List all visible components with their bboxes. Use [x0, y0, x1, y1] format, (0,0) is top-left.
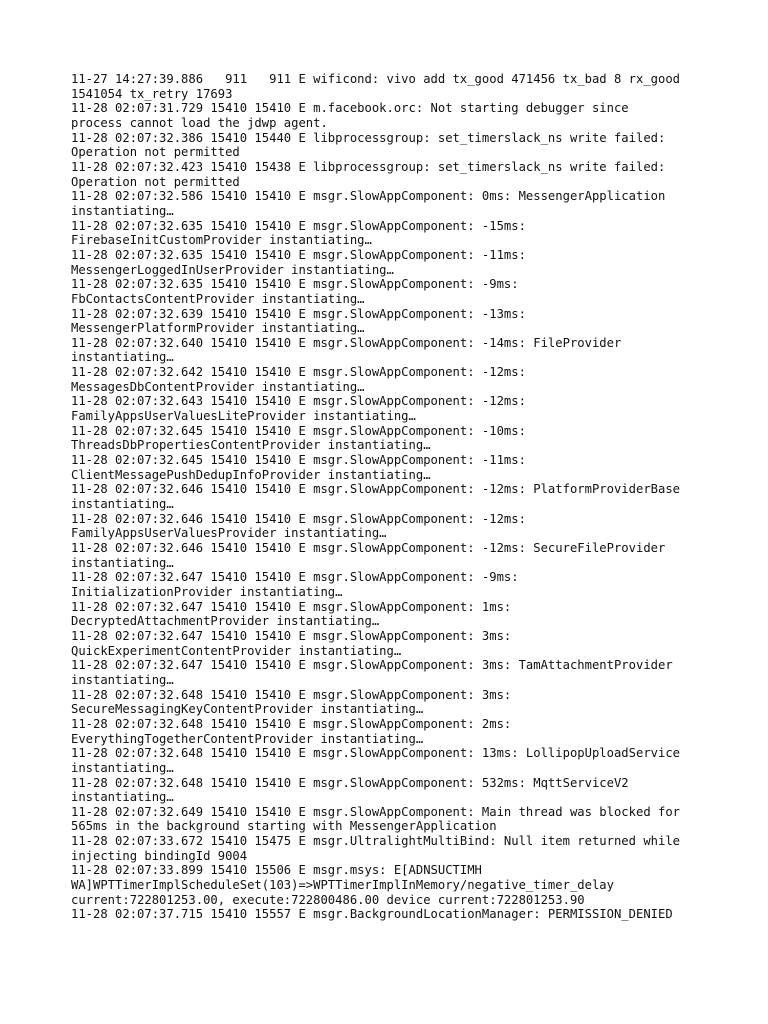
log-line: 11-28 02:07:32.635 15410 15410 E msgr.SlowAppComponent: -9ms:: [71, 277, 519, 292]
log-line: SecureMessagingKeyContentProvider instantiating…: [71, 702, 424, 717]
log-line: 11-28 02:07:32.640 15410 15410 E msgr.SlowAppComponent: -14ms: FileProvider: [71, 335, 622, 350]
log-line: MessengerLoggedInUserProvider instantiating…: [71, 262, 394, 277]
log-line: 11-28 02:07:32.648 15410 15410 E msgr.SlowAppComponent: 13ms: LollipopUploadService: [71, 746, 681, 761]
log-line: ClientMessagePushDedupInfoProvider instantiating…: [71, 467, 431, 482]
log-line: WA]WPTTimerImplScheduleSet(103)=>WPTTimerImplInMemory/negative_timer_delay: [71, 878, 614, 893]
log-text-block: [71, 72, 711, 922]
log-line: QuickExperimentContentProvider instantiating…: [71, 643, 402, 658]
log-line: instantiating…: [71, 790, 174, 805]
log-line: 11-28 02:07:32.645 15410 15410 E msgr.SlowAppComponent: -10ms:: [71, 423, 526, 438]
log-line: 11-28 02:07:32.642 15410 15410 E msgr.SlowAppComponent: -12ms:: [71, 365, 526, 380]
log-line: FbContactsContentProvider instantiating…: [71, 291, 365, 306]
log-line: current:722801253.00, execute:722800486.00 device current:722801253.90: [71, 892, 585, 907]
log-line: 11-28 02:07:32.646 15410 15410 E msgr.SlowAppComponent: -12ms: SecureFileProvider: [71, 541, 666, 555]
log-line: InitializationProvider instantiating…: [71, 584, 343, 599]
log-line: FirebaseInitCustomProvider instantiating…: [71, 233, 372, 248]
log-line: 11-28 02:07:32.586 15410 15410 E msgr.SlowAppComponent: 0ms: MessengerApplication: [71, 189, 666, 204]
log-line: 11-28 02:07:31.729 15410 15410 E m.facebook.orc: Not starting debugger since: [71, 101, 629, 116]
log-line: 565ms in the background starting with MessengerApplication: [71, 819, 497, 834]
log-line: 11-28 02:07:32.647 15410 15410 E msgr.SlowAppComponent: 1ms:: [71, 599, 512, 614]
log-line: Operation not permitted: [71, 174, 240, 189]
log-line: process cannot load the jdwp agent.: [71, 115, 328, 130]
log-line: instantiating…: [71, 555, 174, 570]
log-line: FamilyAppsUserValuesProvider instantiating…: [71, 526, 387, 541]
log-line: 11-28 02:07:32.648 15410 15410 E msgr.SlowAppComponent: 2ms:: [71, 716, 512, 731]
log-line: 11-28 02:07:32.635 15410 15410 E msgr.SlowAppComponent: -15ms:: [71, 218, 526, 233]
log-line: 11-28 02:07:32.645 15410 15410 E msgr.SlowAppComponent: -11ms:: [71, 453, 526, 468]
log-line: 11-27 14:27:39.886 911 911 E wificond: vivo add tx_good 471456 tx_bad 8 rx_good: [71, 72, 681, 86]
log-line: 11-28 02:07:32.423 15410 15438 E libprocessgroup: set_timerslack_ns write failed:: [71, 159, 666, 174]
log-line: 11-28 02:07:32.648 15410 15410 E msgr.SlowAppComponent: 3ms:: [71, 687, 512, 702]
log-line: EverythingTogetherContentProvider instantiating…: [71, 731, 424, 746]
log-line: 11-28 02:07:32.386 15410 15440 E libprocessgroup: set_timerslack_ns write failed:: [71, 130, 666, 145]
log-line: instantiating…: [71, 497, 174, 512]
log-document: [71, 72, 711, 922]
log-line: DecryptedAttachmentProvider instantiating…: [71, 614, 380, 629]
log-line: 11-28 02:07:32.647 15410 15410 E msgr.SlowAppComponent: 3ms:: [71, 628, 512, 643]
log-line: 11-28 02:07:33.672 15410 15475 E msgr.UltralightMultiBind: Null item returned while: [71, 834, 681, 849]
log-line: FamilyAppsUserValuesLiteProvider instantiating…: [71, 409, 416, 424]
log-line: MessengerPlatformProvider instantiating…: [71, 321, 365, 336]
log-line: 11-28 02:07:32.646 15410 15410 E msgr.SlowAppComponent: -12ms: PlatformProviderBase: [71, 482, 681, 497]
log-line: MessagesDbContentProvider instantiating…: [71, 379, 365, 394]
log-line: ThreadsDbPropertiesContentProvider instantiating…: [71, 438, 431, 453]
log-line: instantiating…: [71, 760, 174, 775]
log-line: injecting bindingId 9004: [71, 848, 248, 863]
log-line: 11-28 02:07:32.635 15410 15410 E msgr.SlowAppComponent: -11ms:: [71, 247, 526, 262]
log-line: 11-28 02:07:32.639 15410 15410 E msgr.SlowAppComponent: -13ms:: [71, 306, 526, 321]
log-line: 1541054 tx_retry 17693: [71, 86, 233, 101]
log-line: 11-28 02:07:32.643 15410 15410 E msgr.SlowAppComponent: -12ms:: [71, 394, 526, 409]
log-line: 11-28 02:07:32.647 15410 15410 E msgr.SlowAppComponent: 3ms: TamAttachmentProvider: [71, 658, 673, 673]
log-line: instantiating…: [71, 672, 174, 687]
log-line: instantiating…: [71, 350, 174, 365]
log-line: instantiating…: [71, 203, 174, 218]
log-line: 11-28 02:07:37.715 15410 15557 E msgr.BackgroundLocationManager: PERMISSION_DENIED: [71, 907, 673, 922]
log-line: 11-28 02:07:32.648 15410 15410 E msgr.SlowAppComponent: 532ms: MqttServiceV2: [71, 775, 629, 790]
log-line: 11-28 02:07:33.899 15410 15506 E msgr.msys: E[ADNSUCTIMH: [71, 863, 482, 878]
log-line: 11-28 02:07:32.646 15410 15410 E msgr.SlowAppComponent: -12ms:: [71, 511, 526, 526]
log-line: Operation not permitted: [71, 145, 240, 160]
log-line: 11-28 02:07:32.647 15410 15410 E msgr.SlowAppComponent: -9ms:: [71, 570, 519, 585]
log-line: 11-28 02:07:32.649 15410 15410 E msgr.SlowAppComponent: Main thread was blocked for: [71, 804, 681, 819]
